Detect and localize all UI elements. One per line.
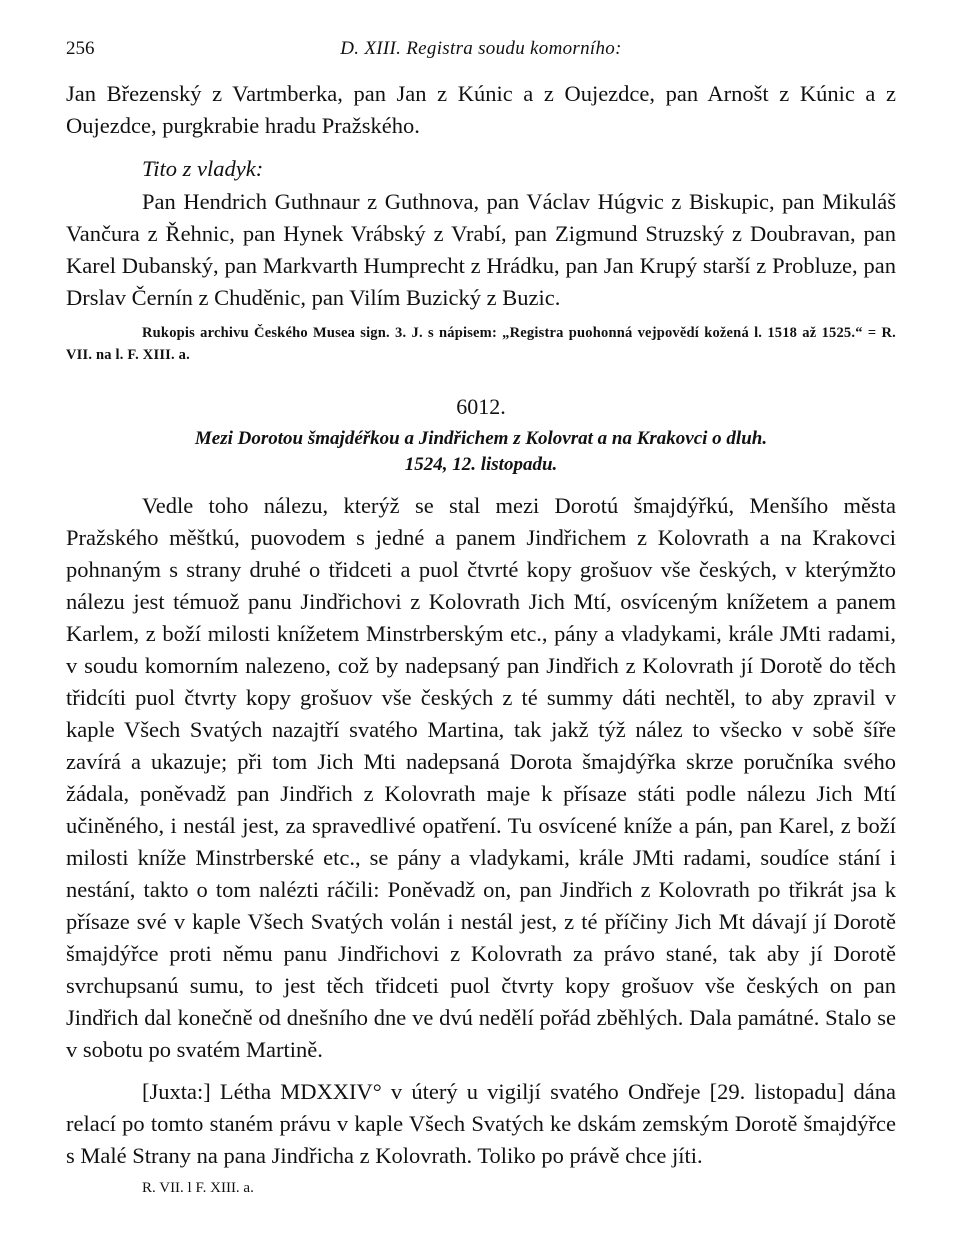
spacer — [66, 142, 896, 152]
running-title: D. XIII. Registra soudu komorního: — [340, 38, 622, 59]
document-date: 1524, 12. listopadu. — [404, 454, 558, 475]
vladyk-heading: Tito z vladyk: — [142, 156, 264, 181]
archive-signature: R. VII. l F. XIII. a. — [142, 1180, 254, 1196]
page-header — [66, 38, 896, 78]
vladyk-paragraph: Pan Hendrich Guthnaur z Guthnova, pan Václav Húgvic z Biskupic, pan Mikuláš Vančura z Řehnic, pan Hynek Vrábský z Vrabí, pan Zigmund Struzský z Doubravan, pan Karel Dubanský, pan Markvarth Humprecht z Hrádku, pan Jan Krupý starší z Probluze, pan Drslav Černín z Chuděnic, pan Vilím Buzický z Buzic. — [66, 189, 896, 310]
intro-paragraph: Jan Březenský z Vartmberka, pan Jan z Kúnic a z Oujezdce, pan Arnošt z Kúnic a z Oujezdce, purgkrabie hradu Pražského. — [66, 81, 896, 138]
spacer — [66, 1066, 896, 1076]
source-note: Rukopis archivu Českého Musea sign. 3. J. s nápisem: „Registra puohonná vejpovědí kožená l. 1518 až 1525.“ = R. VII. na l. F. XIII. a. — [66, 325, 896, 363]
document-paragraph-1: Vedle toho nálezu, kterýž se stal mezi Dorotú šmajdýřkú, Menšího města Pražského měštkú, puovodem s jedné a panem Jindřichem z Kolovrath a na Krakovci pohnaným s strany druhé o třidceti a puol čtvrté kopy grošuov vše českých, v kterýmžto nálezu jest témuož panu Jindřichovi z Kolovrath Jich Mtí, osvíceným knížetem a panem Karlem, z boží milosti knížetem Minstrberským etc., pány a vladykami, krále JMti radami, v soudu komorním nalezeno, což by nadepsaný pan Jindřich z Kolovrath jí Dorotě do těch třidcíti puol čtvrty kopy grošuov vše českých z té summy dáti nechtěl, to aby zpravil v kaple Všech Svatých nazajtří svatého Martina, tak jakž týž nález to všecko v sobě šíře zavírá a ukazuje; při tom Jich Mti nadepsaná Dorota šmajdýřka skrze poručníka svého žádala, poněvadž pan Jindřich z Kolovrath maje k přísaze státi podle nálezu Jich Mtí učiněného, i nestál jest, za spravedlivé opatření. Tu osvícené kníže a pán, pan Karel, z boží milosti kníže Minstrberské etc., se pány a vladykami, krále JMti radami, soudíce stání i nestání, takto o tom nalézti ráčili: Poněvadž on, pan Jindřich z Kolovrath po třikrát jsa k přísaze své v kaple Všech Svatých volán i nestál jest, z té příčiny Jich Mt dávají jí Dorotě šmajdýřce proti němu panu Jindřichovi z Kolovrath za právo stané, tak aby jí Dorotě svrchupsanú sumu, to jest těch třidceti puol čtvrty kopy grošuov vše českých on pan Jindřich dal konečně od dnešního dne ve dvú nedělí pořád zběhlých. Dala památné. Stalo se v sobotu po svatém Martině. — [66, 493, 896, 1062]
document-number: 6012. — [456, 394, 506, 419]
page-number: 256 — [66, 38, 95, 59]
document-paragraph-2: [Juxta:] Létha MDXXIV° v úterý u vigiljí svatého Ondřeje [29. listopadu] dána relací po tomto staném právu v kaple Všech Svatých ke dskám zemským Dorotě šmajdýřce s Malé Strany na pana Jindřicha z Kolovrath. Toliko po právě chce jíti. — [66, 1079, 896, 1168]
document-title: Mezi Dorotou šmajdéřkou a Jindřichem z Kolovrat a na Krakovci o dluh. — [194, 428, 768, 449]
document-page — [66, 38, 896, 1197]
